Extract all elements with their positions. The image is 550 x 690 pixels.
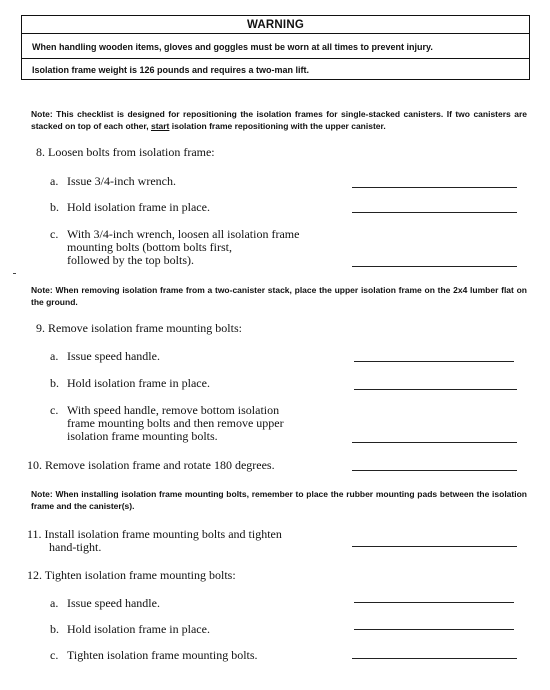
signoff-line-9a[interactable] xyxy=(354,361,514,362)
signoff-line-12a[interactable] xyxy=(354,602,514,603)
step-8b xyxy=(50,201,210,214)
note-rubber-pads: Note: When installing isolation frame mounting bolts, remember to place the rubber mounting pads between the isolation frame and the canister(s). xyxy=(31,489,527,511)
step-8c xyxy=(50,228,299,267)
step-8c-line2: mounting bolts (bottom bolts first, xyxy=(67,240,233,254)
step-9a xyxy=(50,350,160,363)
step-9b-text: Hold isolation frame in place. xyxy=(67,376,210,390)
note-two-canister: Note: When removing isolation frame from a two-canister stack, place the upper isolation frame on the 2x4 lumber flat on the ground. xyxy=(31,285,527,307)
step-11 xyxy=(27,528,282,554)
step-12c-text: Tighten isolation frame mounting bolts. xyxy=(67,648,258,662)
step-11-line1: 11. Install isolation frame mounting bolts and tighten xyxy=(27,527,282,541)
item-letter: a. xyxy=(50,174,59,188)
item-letter: b. xyxy=(50,200,59,214)
signoff-line-9c[interactable] xyxy=(352,442,517,443)
warning-gloves-text: When handling wooden items, gloves and goggles must be worn at all times to prevent injury. xyxy=(32,42,433,52)
item-letter: a. xyxy=(50,349,59,363)
step-12b xyxy=(50,623,210,636)
note-underlined-word: start xyxy=(150,121,170,131)
step-12a-text: Issue speed handle. xyxy=(67,596,160,610)
item-letter: b. xyxy=(50,622,59,636)
step-12-heading: 12. Tighten isolation frame mounting bolts: xyxy=(27,568,236,582)
step-9c-line3: isolation frame mounting bolts. xyxy=(67,429,218,443)
step-8a-text: Issue 3/4-inch wrench. xyxy=(67,174,176,188)
step-11-line2: hand-tight. xyxy=(49,540,102,554)
signoff-line-8c[interactable] xyxy=(352,266,517,267)
step-12c xyxy=(50,649,258,662)
signoff-line-8a[interactable] xyxy=(352,187,517,188)
note-checklist xyxy=(31,108,527,132)
step-9b xyxy=(50,377,210,390)
step-9-heading: 9. Remove isolation frame mounting bolts: xyxy=(36,321,242,335)
item-letter: c. xyxy=(50,227,59,241)
warning-divider xyxy=(22,33,529,34)
signoff-line-11[interactable] xyxy=(352,546,517,547)
step-9a-text: Issue speed handle. xyxy=(67,349,160,363)
item-letter: b. xyxy=(50,376,59,390)
note-checklist-end: isolation frame repositioning with the upper canister. xyxy=(169,121,386,131)
warning-title: WARNING xyxy=(247,19,304,31)
step-8c-line3: followed by the top bolts). xyxy=(67,253,194,267)
warning-box xyxy=(21,15,530,80)
step-10-text: 10. Remove isolation frame and rotate 180 degrees. xyxy=(27,458,275,472)
step-8c-line1: With 3/4-inch wrench, loosen all isolation frame xyxy=(67,227,300,241)
warning-weight-text: Isolation frame weight is 126 pounds and requires a two-man lift. xyxy=(32,65,310,75)
item-letter: a. xyxy=(50,596,59,610)
step-8a xyxy=(50,175,176,188)
signoff-line-12c[interactable] xyxy=(352,658,517,659)
signoff-line-10[interactable] xyxy=(352,470,517,471)
item-letter: c. xyxy=(50,403,59,417)
item-letter: c. xyxy=(50,648,59,662)
step-8-heading: 8. Loosen bolts from isolation frame: xyxy=(36,145,215,159)
signoff-line-8b[interactable] xyxy=(352,212,517,213)
step-9c-line1: With speed handle, remove bottom isolation xyxy=(67,403,280,417)
margin-mark xyxy=(13,273,16,274)
step-9c-line2: frame mounting bolts and then remove upper xyxy=(67,416,284,430)
step-9c xyxy=(50,404,284,443)
step-12b-text: Hold isolation frame in place. xyxy=(67,622,210,636)
warning-divider xyxy=(22,58,529,59)
step-8b-text: Hold isolation frame in place. xyxy=(67,200,210,214)
signoff-line-9b[interactable] xyxy=(354,389,517,390)
signoff-line-12b[interactable] xyxy=(354,629,514,630)
note-checklist-text: Note: This checklist is designed for repositioning the isolation frames for single-stacked canisters. If two canisters are stacked on top of each other, xyxy=(31,109,527,131)
step-12a xyxy=(50,597,160,610)
